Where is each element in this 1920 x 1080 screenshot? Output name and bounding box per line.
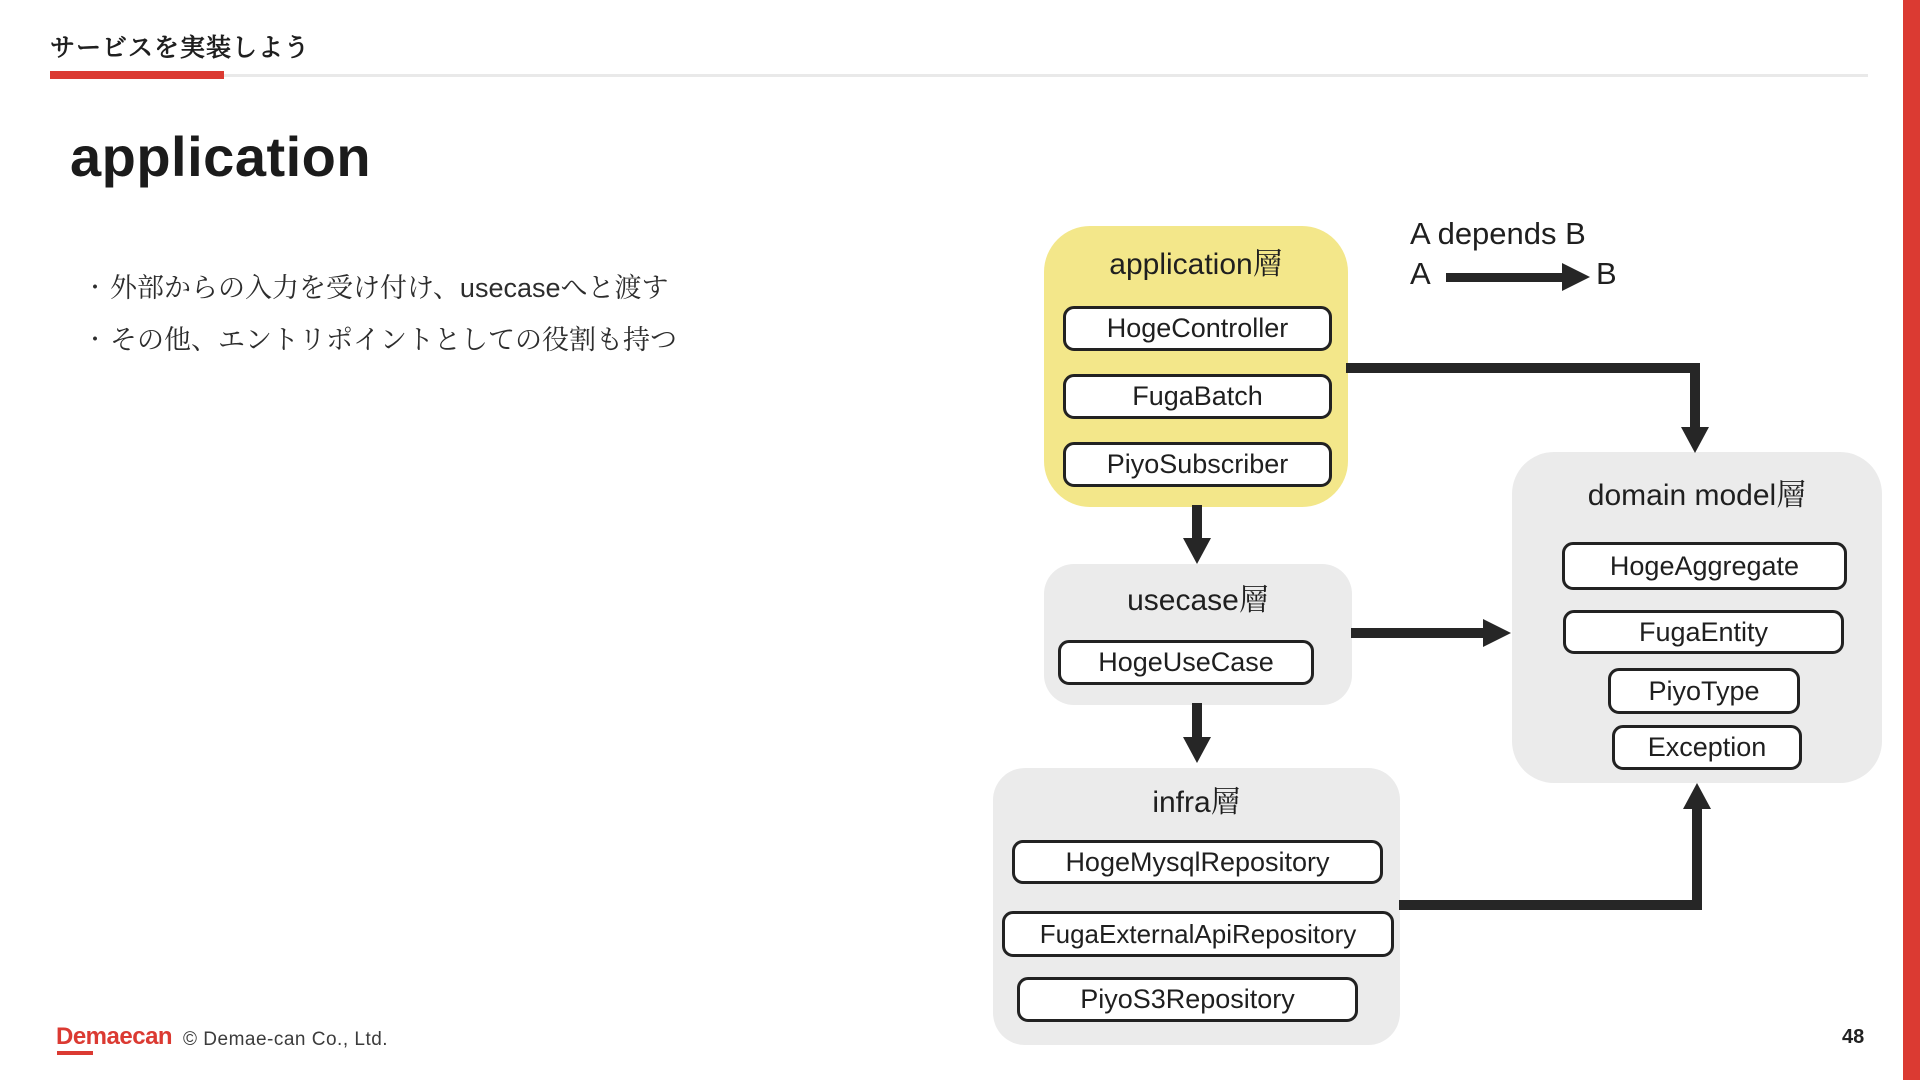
bullet-list (84, 262, 677, 366)
class-box-piyo-subscriber: PiyoSubscriber (1063, 442, 1332, 487)
layer-infra-label: infra層 (1152, 786, 1241, 819)
layer-usecase-label: usecase層 (1127, 584, 1269, 617)
layer-usecase (1044, 564, 1352, 705)
arrow-head-right-icon (1483, 619, 1511, 647)
arrow-head-down-icon (1183, 538, 1211, 564)
class-box-piyo-s3-repository: PiyoS3Repository (1017, 977, 1358, 1022)
bullet-text: 外部からの入力を受け付け、usecaseへと渡す (110, 273, 669, 303)
page-number: 48 (1842, 1026, 1865, 1048)
right-accent-bar (1903, 0, 1920, 1080)
class-box-fuga-entity: FugaEntity (1563, 610, 1844, 654)
arrow-shaft (1399, 900, 1702, 910)
layer-application (1044, 226, 1348, 507)
slide-eyebrow: サービスを実装しよう (50, 34, 311, 62)
bullet-item (84, 314, 677, 366)
header-rule-accent (50, 71, 224, 79)
arrow-shaft (1192, 703, 1202, 737)
bullet-marker: ・ (84, 275, 107, 300)
legend-caption: A depends B (1410, 216, 1586, 251)
arrow-head-up-icon (1683, 783, 1711, 809)
bullet-marker: ・ (84, 327, 107, 352)
company-logo-underline (57, 1051, 93, 1055)
arrow-head-down-icon (1183, 737, 1211, 763)
legend-arrow-head-icon (1562, 263, 1590, 291)
class-box-fuga-batch: FugaBatch (1063, 374, 1332, 419)
company-logo: Demaecan (56, 1023, 173, 1050)
class-box-hoge-mysql-repository: HogeMysqlRepository (1012, 840, 1383, 884)
arrow-shaft (1192, 505, 1202, 538)
class-box-hoge-controller: HogeController (1063, 306, 1332, 351)
bullet-text: その他、エントリポイントとしての役割も持つ (110, 325, 678, 355)
class-box-piyo-type: PiyoType (1608, 668, 1800, 714)
layer-domain-model (1512, 452, 1882, 783)
class-box-hoge-aggregate: HogeAggregate (1562, 542, 1847, 590)
legend-arrow-shaft (1446, 273, 1564, 282)
arrow-shaft (1690, 363, 1700, 427)
page-title: application (70, 125, 372, 188)
layer-infra (993, 768, 1400, 1045)
class-box-hoge-usecase: HogeUseCase (1058, 640, 1314, 685)
layer-domain-model-label: domain model層 (1587, 479, 1807, 512)
legend-from-label: A (1410, 256, 1431, 291)
header-rule (50, 74, 1868, 77)
arrow-head-down-icon (1681, 427, 1709, 453)
class-box-exception: Exception (1612, 725, 1802, 770)
legend-to-label: B (1596, 256, 1617, 291)
arrow-shaft (1346, 363, 1700, 373)
copyright-text: © Demae-can Co., Ltd. (183, 1029, 389, 1050)
layer-application-label: application層 (1109, 248, 1283, 281)
arrow-shaft (1692, 806, 1702, 910)
bullet-item (84, 262, 677, 314)
class-box-fuga-external-api-repository: FugaExternalApiRepository (1002, 911, 1394, 957)
arrow-shaft (1351, 628, 1483, 638)
